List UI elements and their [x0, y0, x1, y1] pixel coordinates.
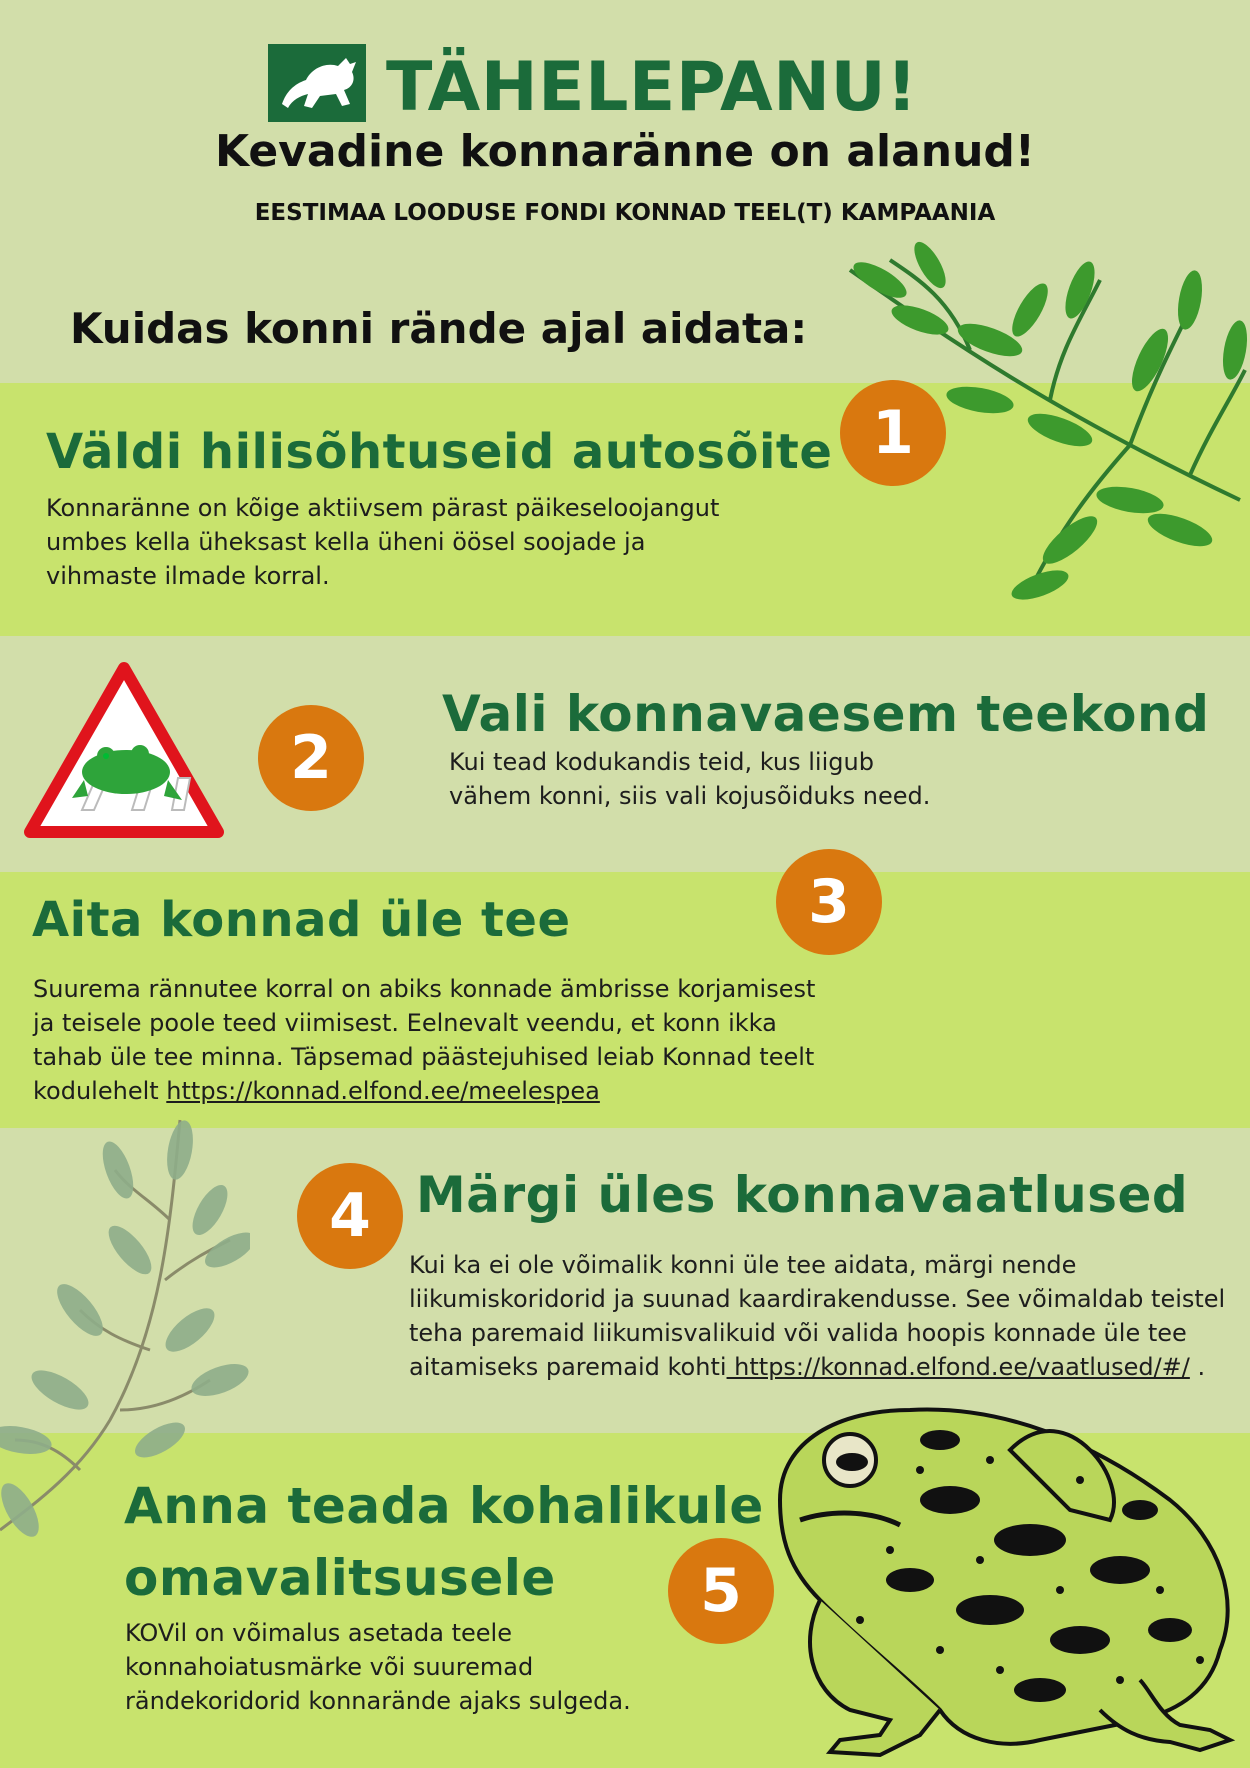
tip-1-line: vihmaste ilmade korral. [46, 562, 330, 590]
meelespea-link[interactable]: https://konnad.elfond.ee/meelespea [166, 1077, 600, 1105]
tip-3-line: tahab üle tee minna. Täpsemad päästejuhised leiab Konnad teelt [33, 1043, 815, 1071]
toad-crossing-warning-sign-icon [22, 660, 226, 842]
tip-3-link-prefix: kodulehelt [33, 1077, 167, 1105]
toad-illustration-icon [740, 1390, 1250, 1765]
tip-4-line [409, 1350, 1225, 1384]
tip-5-title-line: omavalitsusele [124, 1549, 556, 1607]
tip-3-text [33, 972, 815, 1108]
tip-5-text [125, 1616, 631, 1718]
tip-1-line: umbes kella üheksast kella üheni öösel soojade ja [46, 528, 646, 556]
page-title: TÄHELEPANU! [386, 48, 918, 127]
tip-2-line: vähem konni, siis vali kojusõiduks need. [449, 782, 931, 810]
tip-3-line: ja teisele poole teed viimisest. Eelnevalt veendu, et konn ikka [33, 1009, 777, 1037]
tip-4-line: liikumiskoridorid ja suunad kaardirakendusse. See võimaldab teistel [409, 1285, 1226, 1313]
page-subtitle: Kevadine konnaränne on alanud! [215, 126, 1035, 177]
tip-5-line: rändekoridorid konnarände ajaks sulgeda. [125, 1687, 631, 1715]
step-5-badge: 5 [668, 1538, 774, 1644]
campaign-label: EESTIMAA LOODUSE FONDI KONNAD TEEL(T) KAMPAANIA [254, 200, 996, 226]
tip-2-title: Vali konnavaesem teekond [442, 685, 1210, 743]
tip-5-title-line: Anna teada kohalikule [124, 1477, 764, 1535]
step-3-badge: 3 [776, 849, 882, 955]
tip-5-line: KOVil on võimalus asetada teele [125, 1619, 512, 1647]
tip-4-link-suffix: . [1189, 1353, 1206, 1381]
tip-2-line: Kui tead kodukandis teid, kus liigub [449, 748, 874, 776]
tip-3-line: Suurema rännutee korral on abiks konnade ämbrisse korjamisest [33, 975, 816, 1003]
section-heading: Kuidas konni rände ajal aidata: [70, 304, 808, 353]
step-1-badge: 1 [840, 380, 946, 486]
tip-3-title: Aita konnad üle tee [32, 892, 571, 948]
tip-4-line: teha paremaid liikumisvalikuid või valida hoopis konnade üle tee [409, 1319, 1187, 1347]
tip-4-link-prefix: aitamiseks paremaid kohti [409, 1353, 727, 1381]
tip-2-text [449, 745, 930, 813]
tip-1-title: Väldi hilisõhtuseid autosõite [46, 424, 833, 480]
step-4-badge: 4 [297, 1163, 403, 1269]
tip-1-text [46, 491, 719, 593]
tip-1-line: Konnaränne on kõige aktiivsem pärast päikeseloojangut [46, 494, 720, 522]
tip-3-line [33, 1074, 815, 1108]
tip-4-title: Märgi üles konnavaatlused [416, 1166, 1189, 1224]
running-animal-logo-icon [268, 44, 366, 122]
vaatlused-link[interactable]: https://konnad.elfond.ee/vaatlused/#/ [726, 1353, 1190, 1381]
tip-4-line: Kui ka ei ole võimalik konni üle tee aidata, märgi nende [409, 1251, 1077, 1279]
step-2-badge: 2 [258, 705, 364, 811]
tip-4-text [409, 1248, 1225, 1384]
tip-5-line: konnahoiatusmärke või suuremad [125, 1653, 534, 1681]
